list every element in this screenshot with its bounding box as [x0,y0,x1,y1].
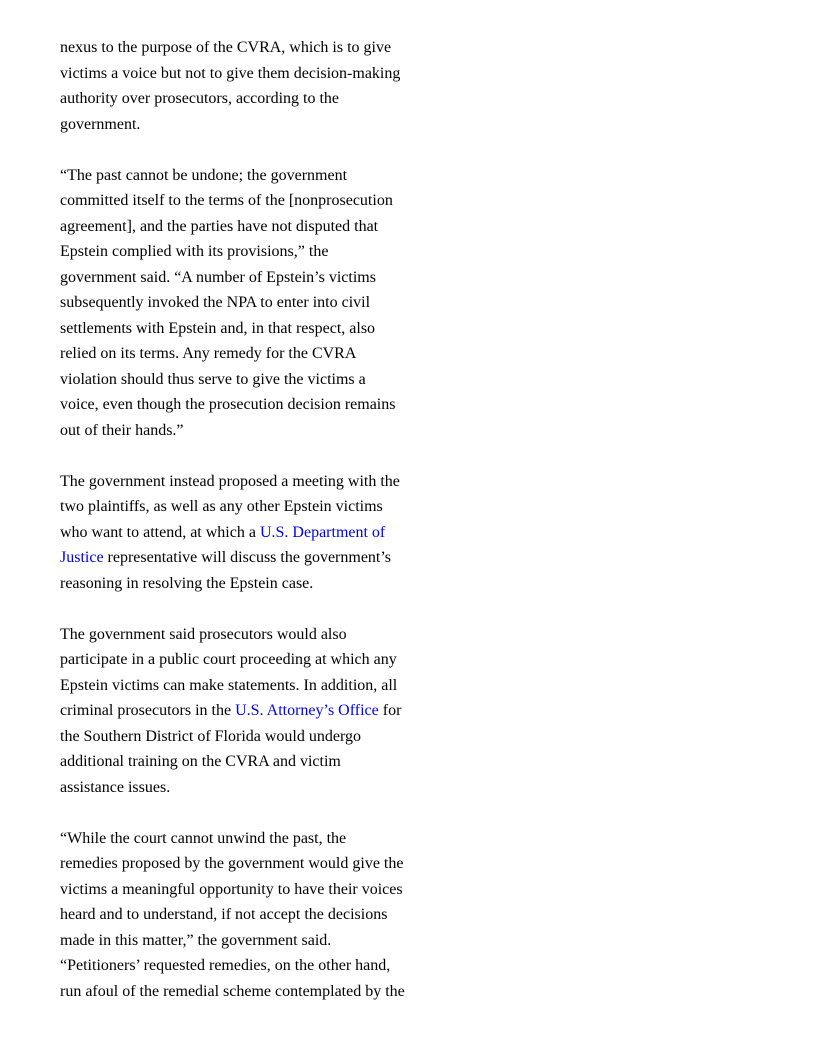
text-run: violation should thus serve to give the victims a [60,370,366,388]
text-run: reasoning in resolving the Epstein case. [60,574,314,592]
hyperlink[interactable]: Justice [60,549,104,566]
text-run: “Petitioners’ requested remedies, on the other hand, [60,957,391,974]
text-run: criminal prosecutors in the [60,702,236,719]
paragraph [60,35,460,137]
text-run: run afoul of the remedial scheme contemplated by the [60,982,405,1000]
text-run: two plaintiffs, as well as any other Epstein victims [60,498,383,515]
text-run: made in this matter,” the government said. [60,931,332,949]
hyperlink[interactable]: U.S. Department of [259,523,386,541]
article-body [60,35,460,1030]
text-run: government said. “A number of Epstein’s victims [60,268,376,286]
hyperlink[interactable]: U.S. Attorney’s Office [235,702,379,719]
text-run: representative will discuss the government’s [103,549,392,566]
text-run: committed itself to the terms of the [nonprosecution [60,192,393,209]
text-run: nexus to the purpose of the CVRA, which is to give [60,39,392,56]
paragraph [60,622,460,801]
text-run: The government instead proposed a meeting with the [60,472,400,490]
text-run: Epstein complied with its provisions,” the [60,243,329,260]
text-run: victims a meaningful opportunity to have their voices [60,880,403,898]
text-run: remedies proposed by the government would give the [60,855,404,872]
text-run: for [378,702,402,719]
text-run: additional training on the CVRA and victim [60,753,341,770]
paragraph [60,163,460,444]
text-run: the Southern District of Florida would undergo [60,727,361,745]
text-run: voice, even though the prosecution decision remains [60,396,396,413]
paragraph [60,469,460,597]
text-run: victims a voice but not to give them decision-making [60,64,401,82]
text-run: assistance issues. [60,778,171,796]
text-run: relied on its terms. Any remedy for the CVRA [60,345,357,362]
paragraph [60,826,460,1005]
text-run: Epstein victims can make statements. In addition, all [60,676,398,694]
text-run: settlements with Epstein and, in that respect, also [60,319,376,337]
text-run: The government said prosecutors would also [60,625,347,643]
text-run: “The past cannot be undone; the government [60,166,348,184]
text-run: agreement], and the parties have not disputed that [60,217,379,235]
text-run: subsequently invoked the NPA to enter into civil [60,294,371,311]
text-run: participate in a public court proceeding at which any [60,651,397,668]
text-run: authority over prosecutors, according to the [60,90,340,107]
text-run: government. [60,115,141,133]
text-run: heard and to understand, if not accept the decisions [60,906,388,923]
text-run: out of their hands.” [60,421,184,439]
text-run: “While the court cannot unwind the past, the [60,829,347,847]
text-run: who want to attend, at which a [60,523,260,541]
